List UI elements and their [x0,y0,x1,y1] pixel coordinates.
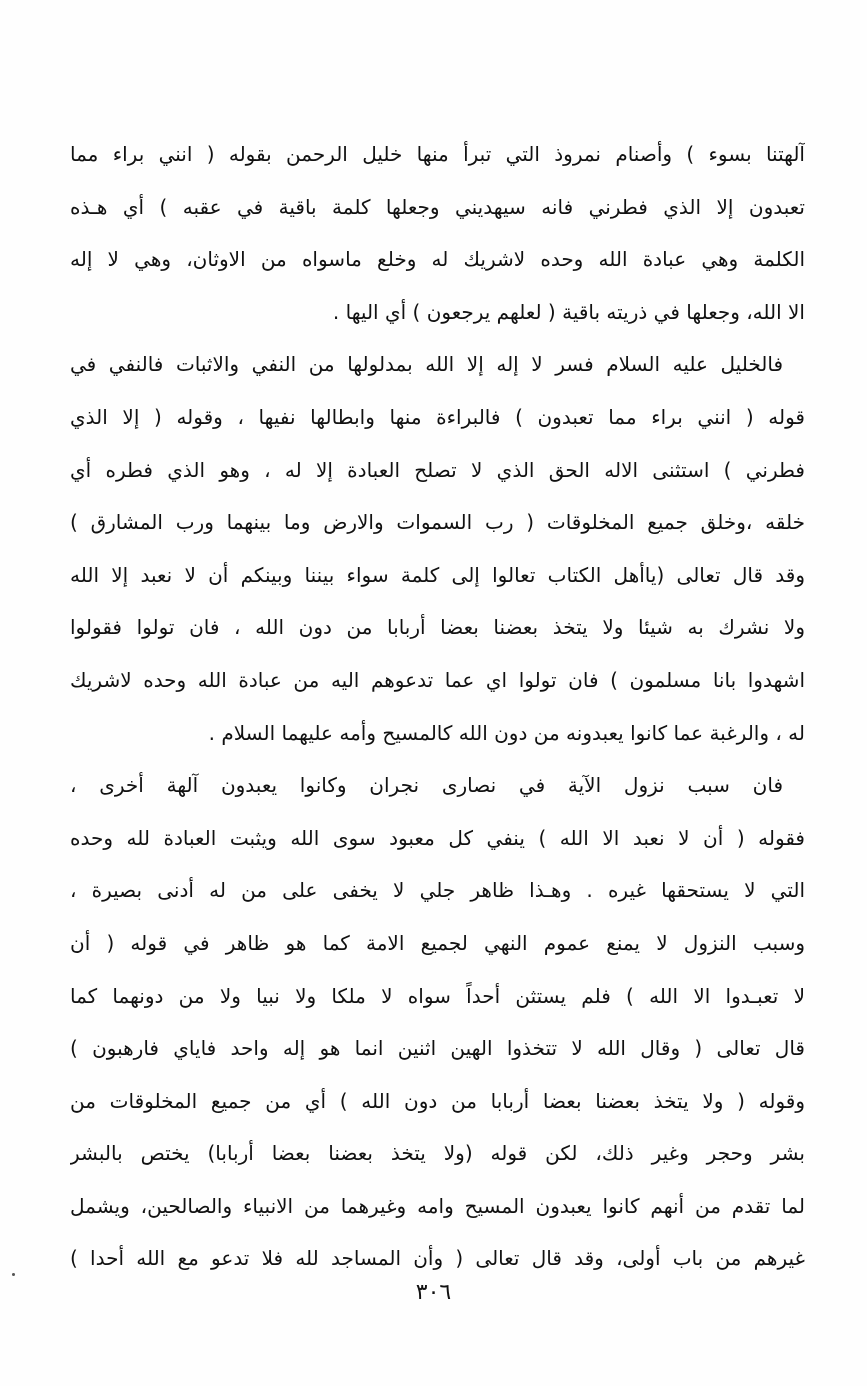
text-line: خلقه ،وخلق جميع المخلوقات ( رب السموات والارض وما بينهما ورب المشارق ) [70,510,805,535]
text-line: اشهدوا بانا مسلمون ) فان تولوا اي عما تدعوهم اليه من عبادة الله وحده لاشريك [70,667,805,692]
text-line: فالخليل عليه السلام فسر لا إله إلا الله بمدلولها من النفي والاثبات فالنفي في [70,352,783,377]
text-line: ولا نشرك به شيئا ولا يتخذ بعضنا بعضا أربابا من دون الله ، فان تولوا فقولوا [70,615,805,640]
text-line: غيرهم من باب أولى، وقد قال تعالى ( وأن المساجد لله فلا تدعو مع الله أحدا ) [70,1246,805,1271]
text-line: فطرني ) استثنى الاله الحق الذي لا تصلح العبادة إلا له ، وهو الذي فطره أي [70,457,805,482]
text-line: التي لا يستحقها غيره . وهـذا ظاهر جلي لا يخفى على من له أدنى بصيرة ، [70,878,805,903]
body-text [70,128,805,1285]
text-line: فقوله ( أن لا نعبد الا الله ) ينفي كل معبود سوى الله ويثبت العبادة لله وحده [70,825,805,850]
text-line: لا تعبـدوا الا الله ) فلم يستثن أحداً سواه لا ملكا ولا نبيا ولا من دونهما كما [70,983,805,1008]
scan-speck [12,1273,15,1276]
text-line: وقد قال تعالى (ياأهل الكتاب تعالوا إلى كلمة سواء بيننا وبينكم أن لا نعبد إلا الله [70,562,805,587]
text-line: الكلمة وهي عبادة الله وحده لاشريك له وخلع ماسواه من الاوثان، وهي لا إله [70,247,805,272]
text-line: لما تقدم من أنهم كانوا يعبدون المسيح وامه وغيرهما من الانبياء والصالحين، ويشمل [70,1193,805,1218]
text-line: فان سبب نزول الآية في نصارى نجران وكانوا يعبدون آلهة أخرى ، [70,773,783,798]
text-line: قوله ( انني براء مما تعبدون ) فالبراءة منها وابطالها نفيها ، وقوله ( إلا الذي [70,404,805,429]
page-number: ٣٠٦ [415,1280,452,1305]
text-line: الا الله، وجعلها في ذريته باقية ( لعلهم يرجعون ) أي اليها . [332,299,805,324]
text-line: تعبدون إلا الذي فطرني فانه سيهديني وجعلها كلمة باقية في عقبه ) أي هـذه [70,194,805,219]
text-line: بشر وحجر وغير ذلك، لكن قوله (ولا يتخذ بعضنا بعضا أربابا) يختص بالبشر [70,1141,805,1166]
text-line: وسبب النزول لا يمنع عموم النهي لجميع الامة كما هو ظاهر في قوله ( أن [70,930,805,955]
text-line: قال تعالى ( وقال الله لا تتخذوا الهين اثنين انما هو إله واحد فاياي فارهبون ) [70,1036,805,1061]
text-line: وقوله ( ولا يتخذ بعضنا بعضا أربابا من دون الله ) أي من جميع المخلوقات من [70,1088,805,1113]
text-line: آلهتنا بسوء ) وأصنام نمروذ التي تبرأ منها خليل الرحمن بقوله ( انني براء مما [70,142,805,166]
text-line: له ، والرغبة عما كانوا يعبدونه من دون الله كالمسيح وأمه عليهما السلام . [208,720,805,745]
